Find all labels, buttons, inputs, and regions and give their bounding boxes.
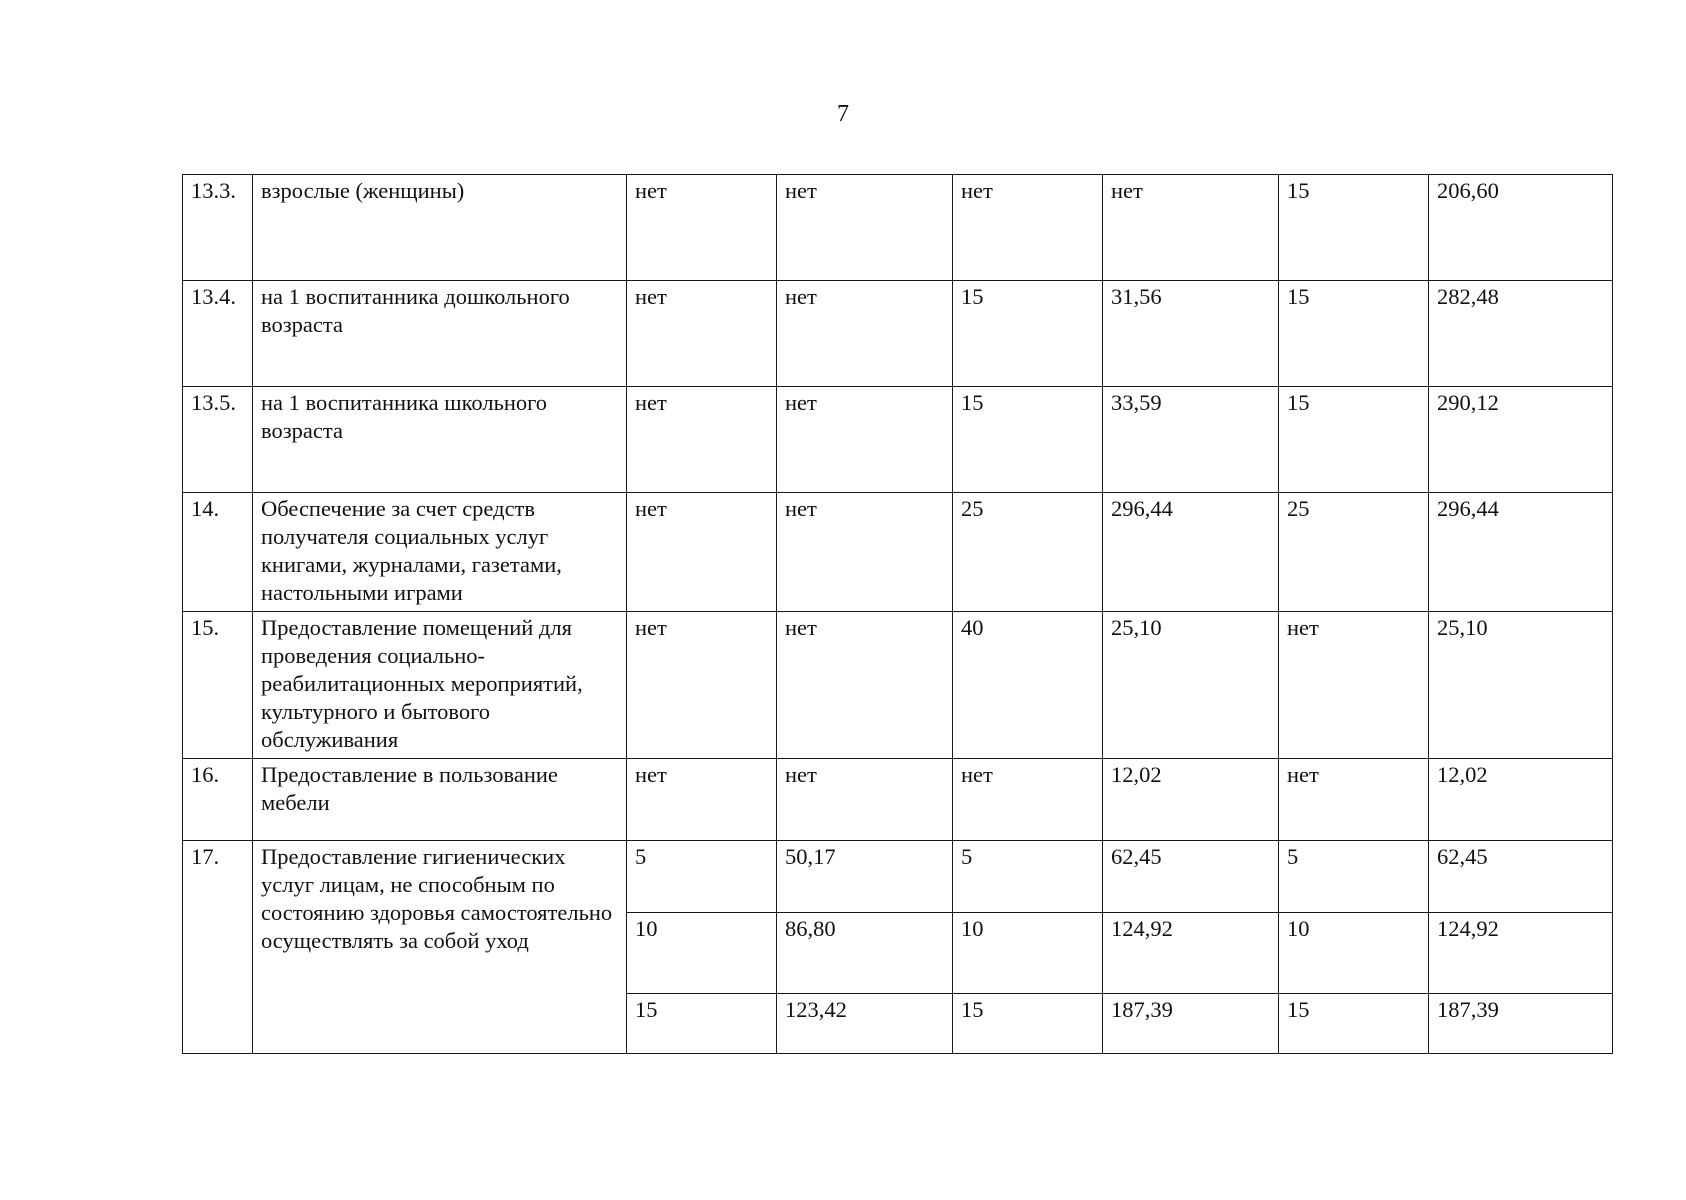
service-name-cell: Предоставление помещений для проведения социально-реабилитационных мероприятий, культурного и бытового обслуживания [253,612,627,759]
row-number-cell: 13.4. [183,281,253,387]
value-cell: нет [627,759,777,841]
value-cell: 10 [953,913,1103,994]
value-cell: нет [953,759,1103,841]
table-row [183,387,1613,493]
value-cell: 40 [953,612,1103,759]
service-name-cell: Обеспечение за счет средств получателя социальных услуг книгами, журналами, газетами, настольными играми [253,493,627,612]
value-cell: 62,45 [1429,841,1613,913]
value-cell: 10 [627,913,777,994]
row-number-cell: 15. [183,612,253,759]
value-cell: 50,17 [777,841,953,913]
table-row [183,175,1613,281]
row-number-cell: 16. [183,759,253,841]
table-row [183,493,1613,612]
row-number-cell: 13.3. [183,175,253,281]
value-cell: 86,80 [777,913,953,994]
value-cell: 15 [953,994,1103,1054]
value-cell: нет [627,387,777,493]
service-name-cell: на 1 воспитанника дошкольного возраста [253,281,627,387]
value-cell: 15 [953,387,1103,493]
value-cell: нет [627,493,777,612]
value-cell: 15 [627,994,777,1054]
value-cell: 15 [1279,387,1429,493]
page-number: 7 [837,101,849,127]
value-cell: 12,02 [1103,759,1279,841]
service-name-cell: Предоставление гигиенических услуг лицам, не способным по состоянию здоровья самостоятельно осуществлять за собой уход [253,841,627,1054]
value-cell: нет [777,493,953,612]
value-cell: 187,39 [1429,994,1613,1054]
value-cell: нет [777,281,953,387]
value-cell: 5 [1279,841,1429,913]
service-name-cell: на 1 воспитанника школьного возраста [253,387,627,493]
value-cell: 33,59 [1103,387,1279,493]
value-cell: нет [777,175,953,281]
value-cell: 5 [627,841,777,913]
row-number-cell: 13.5. [183,387,253,493]
value-cell: нет [777,759,953,841]
value-cell: 187,39 [1103,994,1279,1054]
value-cell: 124,92 [1429,913,1613,994]
row-number-cell: 14. [183,493,253,612]
value-cell: 15 [1279,281,1429,387]
value-cell: 206,60 [1429,175,1613,281]
value-cell: 282,48 [1429,281,1613,387]
value-cell: нет [777,387,953,493]
value-cell: 25,10 [1103,612,1279,759]
value-cell: 25 [1279,493,1429,612]
value-cell: 5 [953,841,1103,913]
row-number-cell: 17. [183,841,253,1054]
table-row [183,612,1613,759]
value-cell: 15 [1279,994,1429,1054]
value-cell: 15 [953,281,1103,387]
value-cell: 25,10 [1429,612,1613,759]
value-cell: нет [953,175,1103,281]
service-name-cell: Предоставление в пользование мебели [253,759,627,841]
value-cell: 15 [1279,175,1429,281]
value-cell: нет [627,612,777,759]
value-cell: 290,12 [1429,387,1613,493]
value-cell: 296,44 [1103,493,1279,612]
value-cell: 296,44 [1429,493,1613,612]
value-cell: 31,56 [1103,281,1279,387]
value-cell: 25 [953,493,1103,612]
table-row [183,281,1613,387]
value-cell: нет [627,175,777,281]
value-cell: 123,42 [777,994,953,1054]
table-row [183,759,1613,841]
value-cell: 62,45 [1103,841,1279,913]
value-cell: нет [1279,612,1429,759]
services-table [182,174,1613,1054]
value-cell: нет [777,612,953,759]
value-cell: нет [1103,175,1279,281]
table-row [183,841,1613,913]
value-cell: нет [1279,759,1429,841]
value-cell: нет [627,281,777,387]
value-cell: 124,92 [1103,913,1279,994]
value-cell: 10 [1279,913,1429,994]
service-name-cell: взрослые (женщины) [253,175,627,281]
value-cell: 12,02 [1429,759,1613,841]
